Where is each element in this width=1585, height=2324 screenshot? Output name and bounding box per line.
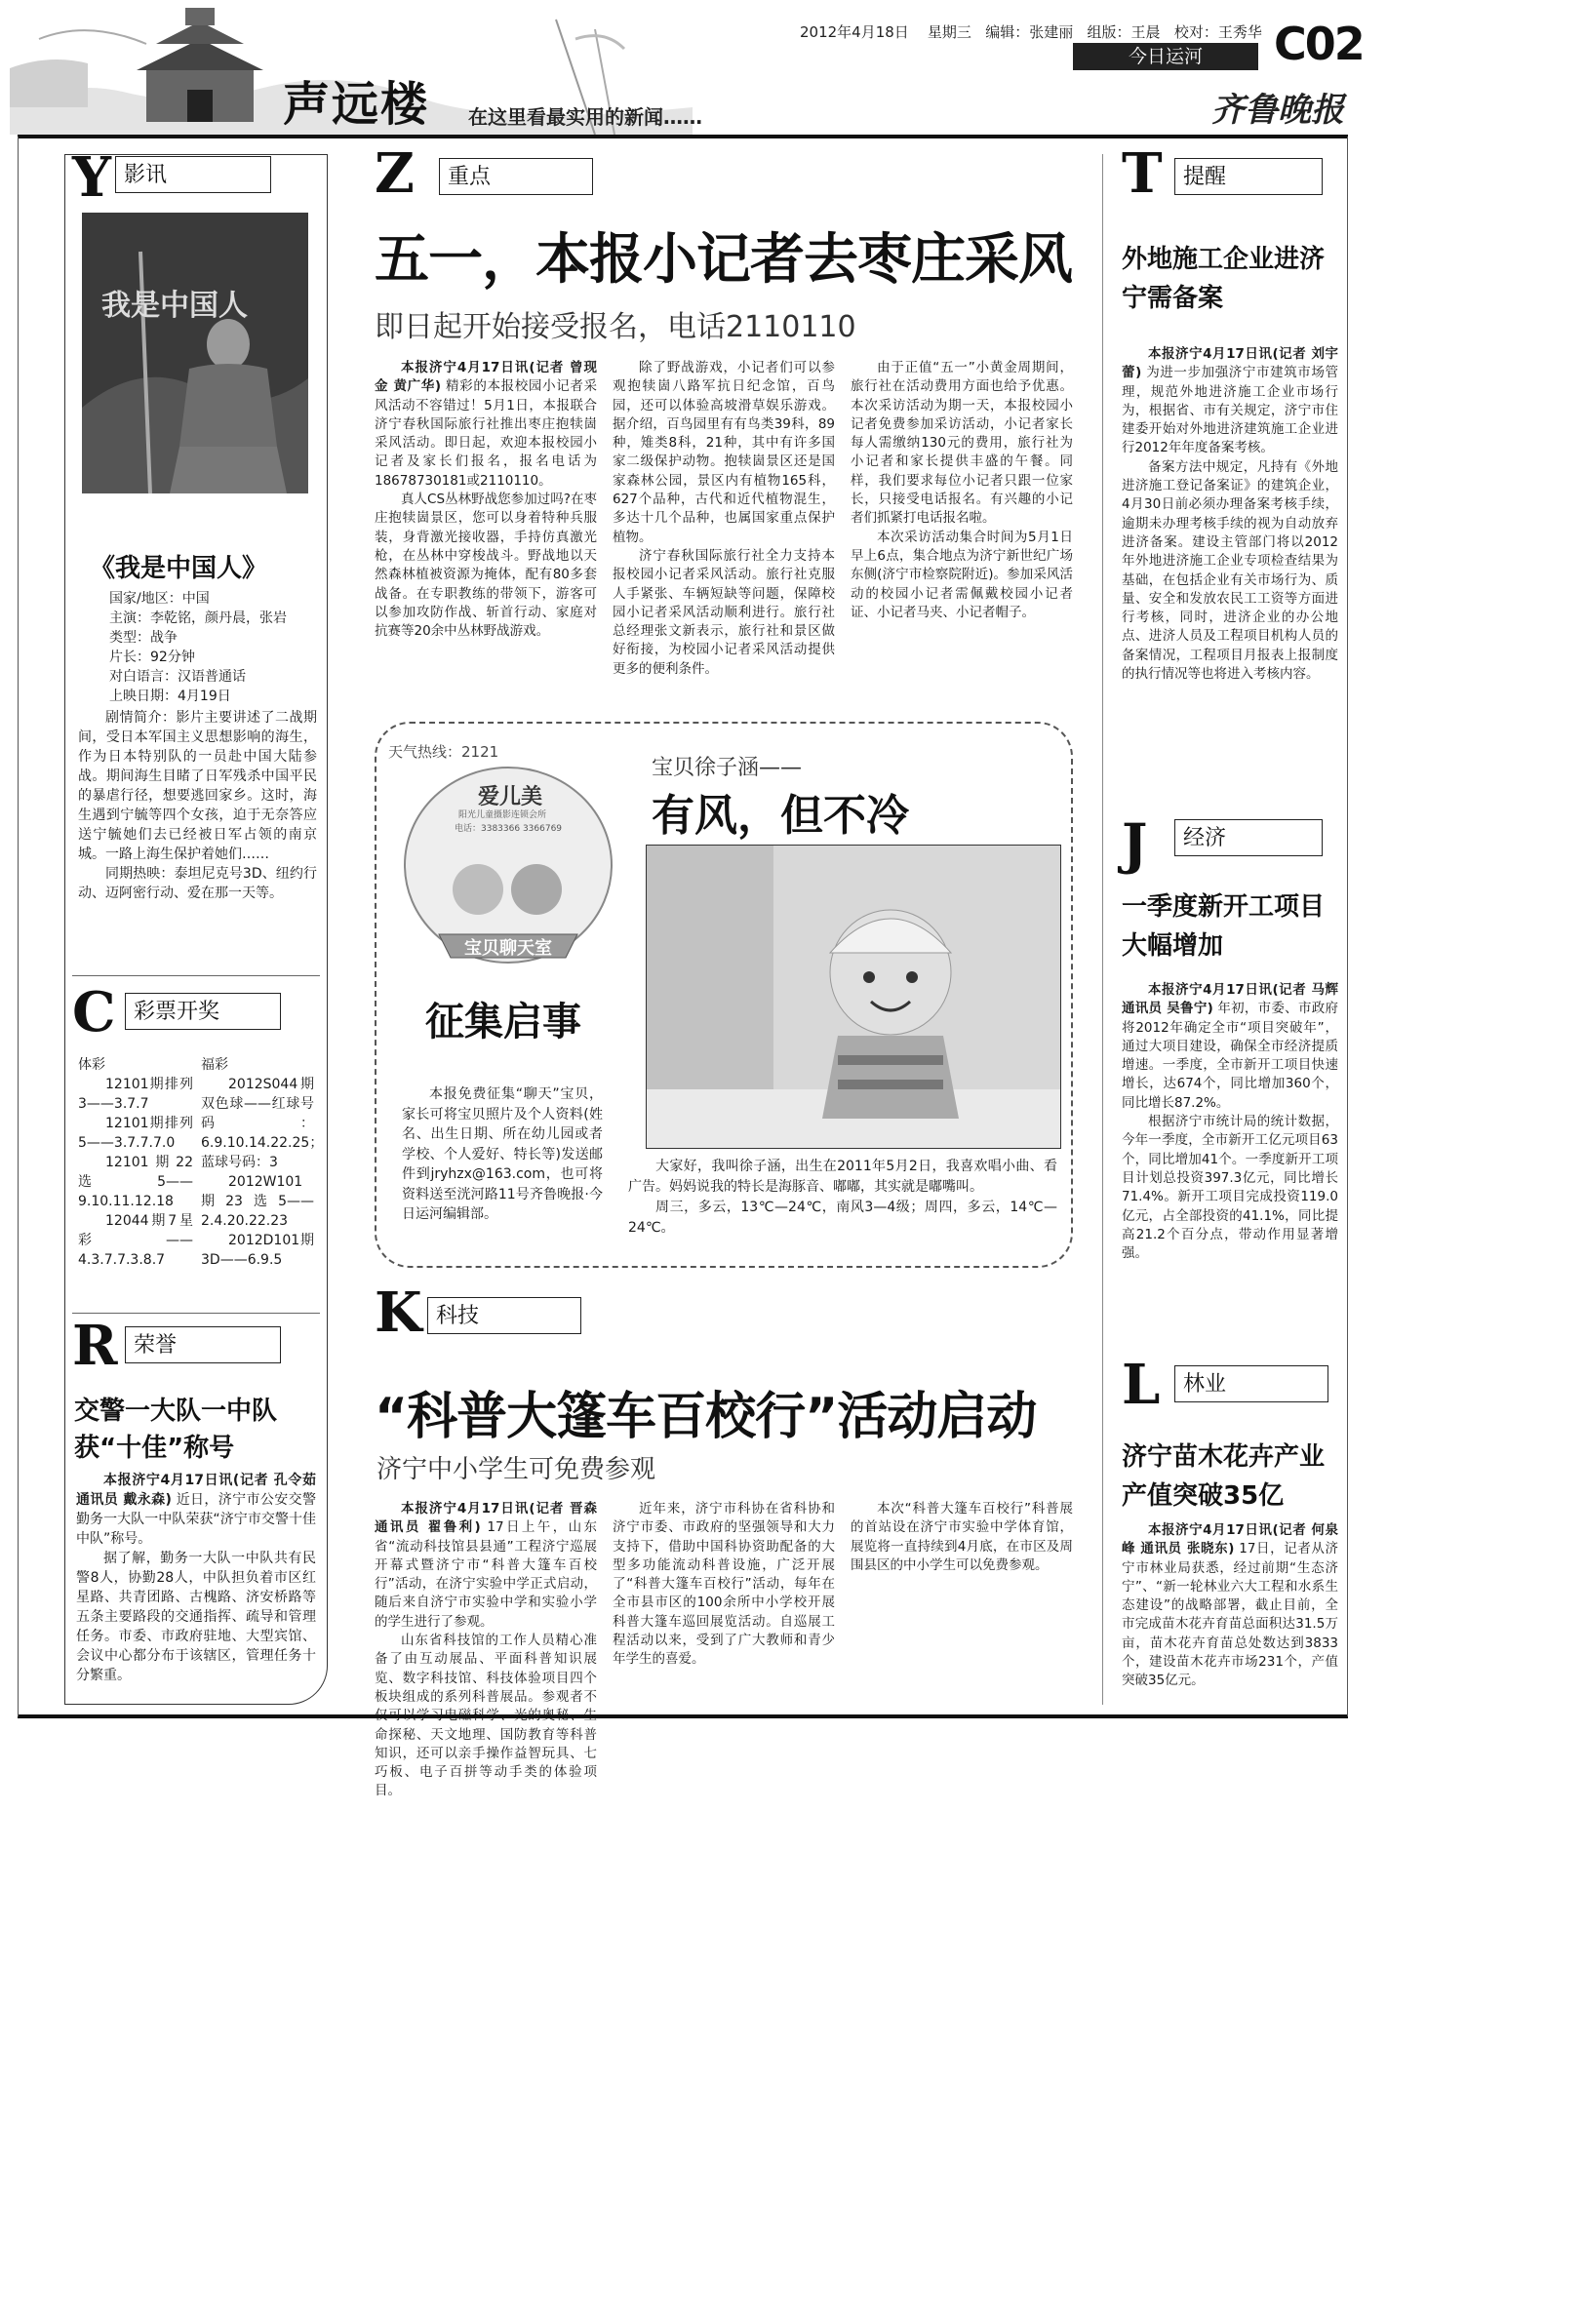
- page-number: C02: [1274, 18, 1364, 70]
- honor-text-2: 据了解，勤务一大队一中队共有民警8人，协勤28人，中队担负着市区红星路、共青团路、古槐路、济安桥路等五条主要路段的交通指挥、疏导和管理任务。市委、市政府驻地、大型宾馆、会议中心都分布于该辖区，管理任务十分繁重。: [76, 1551, 316, 1683]
- lottery-result: 12101期排列5——3.7.7.7.0: [78, 1116, 193, 1151]
- lead-byline: 本报济宁4月17日讯(记者 曾现金 黄广华): [375, 360, 597, 395]
- forestry-byline: 本报济宁4月17日讯(记者 何泉峰 通讯员 张晓东): [1122, 1522, 1338, 1557]
- chatroom-title: 宝贝聊天室: [464, 938, 552, 959]
- section-letter-l: L: [1122, 1353, 1161, 1417]
- poster-title: 我是中国人: [101, 289, 248, 323]
- lead-text: 精彩的本报校园小记者采风活动不容错过！5月1日，本报联合济宁春秋国际旅行社推出枣庄抱犊崮采风活动。即日起，欢迎本报校园小记者及家长们报名，报名电话为18678730181或2110110。: [375, 378, 598, 489]
- section-letter-k: K: [375, 1280, 422, 1345]
- science-label: 科技: [427, 1297, 581, 1334]
- forestry-label: 林业: [1174, 1365, 1328, 1402]
- economy-byline: 本报济宁4月17日讯(记者 马辉 通讯员 吴鲁宁): [1122, 982, 1338, 1017]
- chatroom-logo: [400, 763, 616, 967]
- lottery-col-header: 体彩: [78, 1057, 105, 1073]
- science-subhead: 济宁中小学生可免费参观: [376, 1455, 656, 1484]
- reminder-body: [1122, 345, 1338, 684]
- masthead-rule: [18, 135, 1348, 138]
- movie-poster: [82, 213, 308, 493]
- notice-title: 征集启事: [425, 1000, 581, 1044]
- logo-sub: 阳光儿童摄影连锁会所: [458, 810, 547, 820]
- lottery-result: 2012S044期双色球——红球号码：6.9.10.14.22.25；蓝球号码：3: [201, 1077, 324, 1170]
- weather-hotline: 天气热线：2121: [388, 743, 499, 761]
- section-tag: 今日运河: [1073, 43, 1258, 70]
- issue-date: 2012年4月18日: [800, 23, 909, 41]
- page-left-rule: [18, 137, 19, 1716]
- baby-kicker: 宝贝徐子涵——: [652, 756, 803, 780]
- lead-subhead: 即日起开始接受报名，电话2110110: [375, 310, 856, 344]
- reminder-byline: 本报济宁4月17日讯(记者 刘宇蕾): [1122, 346, 1338, 381]
- section-letter-c: C: [72, 980, 116, 1044]
- science-headline: “科普大篷车百校行”活动启动: [375, 1388, 1037, 1446]
- science-text: 山东省科技馆的工作人员精心准备了由互动展品、平面科普知识展览、数字科技馆、科技体验项目四个板块组成的系列科普展品。参观者不 命探秘、天文地理、国防教育等科普知识，还可以亲手操作益智玩具、七巧板、电子百拼等动手类的体验项目。: [375, 1633, 597, 1799]
- science-col-3: [851, 1500, 1073, 1575]
- section-letter-t: T: [1122, 141, 1163, 206]
- logo-phone: 电话：3383366 3366769: [455, 824, 563, 834]
- reminder-text: 为进一步加强济宁市建筑市场管理，规范外地进济施工企业市场行为，根据省、市有关规定，济宁市住建委开始对外地进济建筑施工企业进行2012年年度备案考核。: [1122, 365, 1339, 456]
- economy-body: [1122, 981, 1338, 1263]
- economy-label: 经济: [1174, 819, 1323, 856]
- reminder-text-2: 备案方法中规定，凡持有《外地进济施工登记备案证》的建筑企业，4月30日前必须办理备案考核手续，逾期未办理考核手续的视为自动放弃进济备案。建设主管部门将以2012年外地进济施工企业专项检查结果为基础，在包括企业有关市场行为、质量、安全和发放农民工工资等方面进行考核，同时，进济企业的办公地点、进济人员及工程项目机构人员的备案情况，工程项目月报表上报制度的执行情况等也将进入考核内容。: [1122, 458, 1338, 683]
- lottery-result: 2012D101期3D——6.9.5: [201, 1233, 314, 1268]
- divider: [72, 975, 320, 976]
- section-letter-y: Y: [72, 145, 111, 210]
- column-name: 声远楼: [283, 77, 430, 132]
- layout-editor: 组版：王晨: [1087, 23, 1161, 41]
- reminder-headline: 外地施工企业进济宁需备案: [1122, 245, 1326, 313]
- lead-col-3: [851, 359, 1073, 622]
- lottery-result: 12101期22选5——9.10.11.12.18: [78, 1155, 193, 1209]
- paper-name: 齐鲁晚报: [1211, 91, 1344, 130]
- honor-body: [76, 1471, 316, 1685]
- baby-weather: 周三，多云，13℃—24℃，南风3—4级；周四，多云，14℃—24℃。: [628, 1200, 1057, 1236]
- lottery-welfare: [201, 1055, 324, 1270]
- baby-caption-text: 大家好，我叫徐子涵，出生在2011年5月2日，我喜欢唱小曲、看广告。妈妈说我的特长是海豚音、嘟嘟，其实就是嘟嘴叫。: [628, 1159, 1057, 1195]
- movie-info-line: 主演：李乾铭，颜丹晨，张岩: [109, 611, 287, 626]
- logo-name: 爱儿美: [478, 785, 543, 809]
- section-letter-z: Z: [375, 141, 415, 206]
- honor-byline: 本报济宁4月17日讯(记者 孔令茹 通讯员 戴永森): [76, 1473, 316, 1508]
- section-letter-j: J: [1122, 812, 1148, 877]
- science-col-1: [375, 1500, 598, 1799]
- lead-text: 真人CS丛林野战您参加过吗?在枣庄抱犊崮景区，您可以身着特种兵服装，身背激光接收器，手持仿真激光枪，在丛林中穿梭战斗。野战地以天然森林植被资源为掩体，配有80多套战备。在专职教练的带领下，游客可以参加攻防作战、斩首行动、家庭对抗赛等20余中丛林野战游戏。: [375, 492, 597, 640]
- honor-headline: 交警一大队一中队获“十佳”称号: [74, 1397, 278, 1463]
- page-bottom-rule: [18, 1714, 1348, 1718]
- forestry-headline: 济宁苗木花卉产业产值突破35亿: [1122, 1442, 1326, 1511]
- right-column-divider: [1102, 154, 1103, 1705]
- lottery-col-header: 福彩: [201, 1057, 228, 1073]
- honor-text: 近日，济宁市公安交警勤务一大队一中队荣获“济宁市交警十佳中队”称号。: [76, 1492, 317, 1547]
- lead-col-1: [375, 359, 597, 641]
- economy-headline: 一季度新开工项目大幅增加: [1122, 892, 1326, 961]
- page-right-rule: [1347, 137, 1348, 1716]
- notice-body: [402, 1084, 603, 1225]
- lead-text: 由于正值“五一”小黄金周期间，旅行社在活动费用方面也给予优惠。本次采访活动为期一天，本报校园小记者免费参加采访活动，小记者家长每人需缴纳130元的费用，旅行社为小记者和家长提供丰盛的午餐。同样，我们要求每位小记者只跟一位家长，只接受电话报名。有兴趣的小记者们抓紧打电话报名啦。: [851, 360, 1073, 527]
- lottery-result: 2012W101期23选5——2.4.20.22.23: [201, 1174, 314, 1229]
- science-byline: 本报济宁4月17日讯(记者 晋森 通讯员 翟鲁利): [375, 1501, 597, 1536]
- lead-headline: 五一，本报小记者去枣庄采风: [375, 228, 1072, 292]
- lead-label: 重点: [439, 158, 593, 195]
- also-showing-text: 同期热映：泰坦尼克号3D、纽约行动、迈阿密行动、爱在那一天等。: [78, 866, 317, 901]
- science-col-2: [613, 1500, 835, 1670]
- section-letter-r: R: [72, 1314, 118, 1378]
- science-text: 17日上午，山东省“流动科技馆县县通”工程济宁巡展开幕式暨济宁市“科普大篷车百校行”活动，在济宁实验中学正式启动，随后来自济宁市实验中学和实验小学的学生进行了参观。: [375, 1519, 598, 1630]
- lottery-sports: [78, 1055, 193, 1270]
- movie-info-line: 类型：战争: [109, 630, 178, 646]
- science-text: 本次“科普大篷车百校行”科普展的首站设在济宁市实验中学体育馆，展览将一直持续到4月底，在市区及周围县区的中小学生可以免费参观。: [851, 1501, 1073, 1573]
- issue-weekday: 星期三: [927, 23, 971, 41]
- movie-synopsis: [78, 708, 317, 903]
- proofreader: 校对：王秀华: [1173, 23, 1262, 41]
- forestry-text: 17日，记者从济宁市林业局获悉，经过前期“生态济宁”、“新一轮林业六大工程和水系生态建设”的战略部署，截止目前，全市完成苗木花卉育苗总面积达31.5万亩，苗木花卉育苗总处数达到3833个，建设苗木花卉市场231个，产值突破35亿元。: [1122, 1541, 1338, 1689]
- movie-label: 影讯: [115, 156, 271, 193]
- forestry-body: [1122, 1521, 1338, 1691]
- movie-info: [109, 589, 314, 706]
- movie-title: 《我是中国人》: [90, 554, 268, 583]
- movie-info-line: 上映日期：4月19日: [109, 689, 231, 704]
- notice-text: 本报免费征集“聊天”宝贝，家长可将宝贝照片及个人资料(姓名、出生日期、所在幼儿园或者学校、个人爱好、特长等)发送邮件到jryhzx@163.com，也可将资料送至洸河路11号齐鲁晚报·今日运河编辑部。: [402, 1086, 603, 1222]
- lottery-result: 12044期7星彩——4.3.7.7.3.8.7: [78, 1213, 193, 1268]
- movie-info-line: 国家/地区：中国: [109, 591, 210, 607]
- issue-info: [800, 21, 1262, 42]
- lead-text: 本次采访活动集合时间为5月1日早上6点，集合地点为济宁新世纪广场东侧(济宁市检察院附近)。参加采风活动的校园小记者需佩戴校园小记者证、小记者马夹、小记者帽子。: [851, 529, 1073, 620]
- editor: 编辑：张建丽: [985, 23, 1074, 41]
- masthead: [0, 0, 1585, 137]
- lottery-result: 12101期排列3——3.7.7: [78, 1077, 193, 1112]
- reminder-label: 提醒: [1174, 158, 1323, 195]
- synopsis-text: 剧情简介：影片主要讲述了二战期间，受日本军国主义思想影响的海生，作为日本特别队的一员赴中国大陆参战。期间海生目睹了日军残杀中国平民的暴虐行径，想要逃回家乡。这时，海生遇到宁毓等四个女孩，迫于无奈答应送宁毓她们去已经被日军占领的南京城。一路上海生保护着她们……: [78, 710, 317, 862]
- economy-text-2: 根据济宁市统计局的统计数据，今年一季度，全市新开工亿元项目63个，同比增加41个。一季度新开工项目计划总投资397.3亿元，同比增长71.4%。新开工项目完成投资119.0亿元，占全部投资的41.1%，同比提高21.2个百分点，带动作用显著增强。: [1122, 1114, 1338, 1262]
- lead-text: 除了野战游戏，小记者们可以参观抱犊崮八路军抗日纪念馆，百鸟园，还可以体验高坡滑草娱乐游戏。据介绍，百鸟园里有有鸟类39科，89种，雉类8科，21种，其中有许多国家二级保护动物。抱犊崮景区还是国家森林公园，景区内有植物165科，627个品种，古代和近代植物混生，多达十几个品种，也属国家重点保护植物。: [613, 360, 835, 545]
- lead-text: 济宁春秋国际旅行社全力支持本报校园小记者采风活动。旅行社克服人手紧张、车辆短缺等问题，保障校园小记者采风活动顺利进行。旅行社总经理张文新表示，旅行社和景区做好衔接，为校园小记者采风活动提供更多的便利条件。: [613, 547, 835, 677]
- science-text: 近年来，济宁市科协在省科协和济宁市委、市政府的坚强领导和大力支持下，借助中国科协资助配备的大型多功能流动科普设施，广泛开展了“科普大篷车百校行”活动，每年在全市县市区的100余所中小学校开展科普大篷车巡回展览活动。自巡展工程活动以来，受到了广大教师和青少年学生的喜爱。: [613, 1501, 835, 1668]
- lead-col-2: [613, 359, 835, 679]
- column-slogan: 在这里看最实用的新闻……: [468, 105, 702, 129]
- baby-caption: [628, 1157, 1057, 1239]
- baby-headline: 有风，但不冷: [652, 791, 909, 841]
- economy-text: 年初，市委、市政府将2012年确定全市“项目突破年”，通过大项目建设，确保全市经济提质增速。一季度，全市新开工项目快速增长，达674个，同比增加360个，同比增长87.2%。: [1122, 1001, 1338, 1111]
- lottery-label: 彩票开奖: [125, 993, 281, 1030]
- movie-info-line: 片长：92分钟: [109, 650, 195, 665]
- honor-label: 荣誉: [125, 1326, 281, 1363]
- baby-photo: [646, 845, 1061, 1149]
- movie-info-line: 对白语言：汉语普通话: [109, 669, 246, 685]
